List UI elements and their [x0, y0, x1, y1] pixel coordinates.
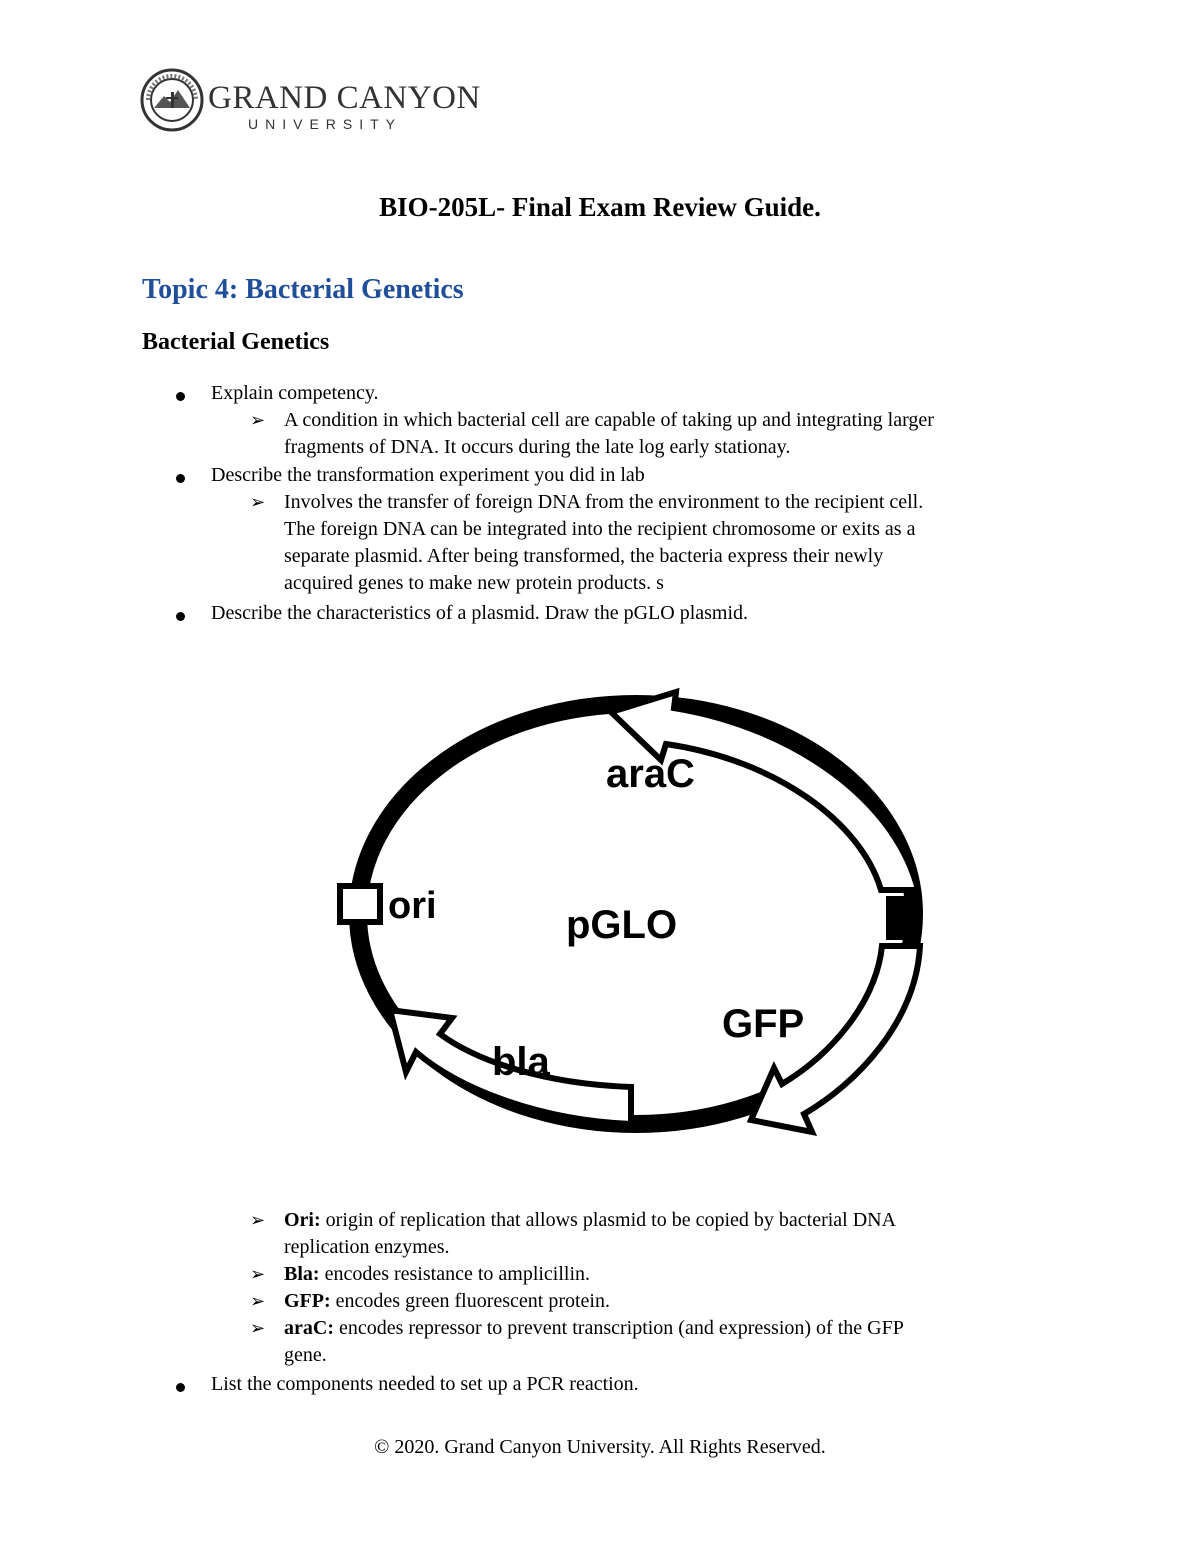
list-subitem-cont: fragments of DNA. It occurs during the late log early stationay.	[284, 436, 791, 458]
list-subitem: Involves the transfer of foreign DNA from the environment to the recipient cell.	[284, 491, 924, 513]
university-seal-icon	[140, 68, 204, 132]
definition-gfp	[284, 1290, 610, 1313]
bullet-dot	[176, 612, 185, 621]
bullet-dot	[176, 1383, 185, 1392]
diagram-label-bla: bla	[492, 1040, 550, 1084]
bullet-dot	[176, 474, 185, 483]
arrow-bullet-icon: ➢	[250, 492, 266, 512]
diagram-label-arac: araC	[606, 752, 695, 796]
list-subitem-cont: separate plasmid. After being transformed, the bacteria express their newly	[284, 545, 884, 567]
topic-heading: Topic 4: Bacterial Genetics	[142, 274, 464, 305]
arrow-bullet-icon: ➢	[250, 1291, 266, 1311]
bullet-dot	[176, 392, 185, 401]
logo-name: GRAND CANYON	[208, 80, 481, 116]
definition-text: encodes green fluorescent protein.	[330, 1290, 610, 1312]
definition-text: encodes resistance to amplicillin.	[319, 1263, 591, 1285]
list-subitem: A condition in which bacterial cell are capable of taking up and integrating larger	[284, 409, 934, 431]
promoter-block	[886, 896, 914, 940]
list-item: Describe the characteristics of a plasmid. Draw the pGLO plasmid.	[211, 602, 749, 624]
arrow-bullet-icon: ➢	[250, 410, 266, 430]
page-footer: © 2020. Grand Canyon University. All Rights Reserved.	[374, 1436, 826, 1458]
definition-arac	[284, 1317, 904, 1340]
university-logo	[140, 66, 481, 138]
definition-arac-cont: gene.	[284, 1344, 327, 1366]
arrow-bullet-icon: ➢	[250, 1318, 266, 1338]
definition-text: origin of replication that allows plasmid to be copied by bacterial DNA	[320, 1209, 897, 1231]
list-item: List the components needed to set up a PCR reaction.	[211, 1373, 639, 1395]
arrow-bullet-icon: ➢	[250, 1210, 266, 1230]
diagram-label-gfp: GFP	[722, 1002, 805, 1046]
definition-bla	[284, 1263, 590, 1286]
definition-ori	[284, 1209, 896, 1232]
pglo-plasmid-diagram	[256, 632, 1016, 1207]
list-item: Explain competency.	[211, 382, 379, 404]
definition-term: Ori:	[284, 1209, 321, 1231]
definition-ori-cont: replication enzymes.	[284, 1236, 450, 1258]
arrow-bullet-icon: ➢	[250, 1264, 266, 1284]
definition-term: araC:	[284, 1317, 334, 1339]
diagram-label-center: pGLO	[566, 903, 678, 947]
page-title: BIO-205L- Final Exam Review Guide.	[379, 192, 821, 222]
logo-subname: UNIVERSITY	[248, 116, 403, 132]
list-item: Describe the transformation experiment you did in lab	[211, 464, 645, 486]
list-subitem-cont: The foreign DNA can be integrated into the recipient chromosome or exits as a	[284, 518, 916, 540]
definition-term: GFP:	[284, 1290, 331, 1312]
section-subheading: Bacterial Genetics	[142, 329, 330, 355]
list-subitem-cont: acquired genes to make new protein products. s	[284, 572, 664, 594]
definition-term: Bla:	[284, 1263, 320, 1285]
definition-text: encodes repressor to prevent transcription (and expression) of the GFP	[333, 1317, 904, 1339]
diagram-label-ori: ori	[388, 885, 437, 927]
ori-box	[340, 886, 380, 922]
